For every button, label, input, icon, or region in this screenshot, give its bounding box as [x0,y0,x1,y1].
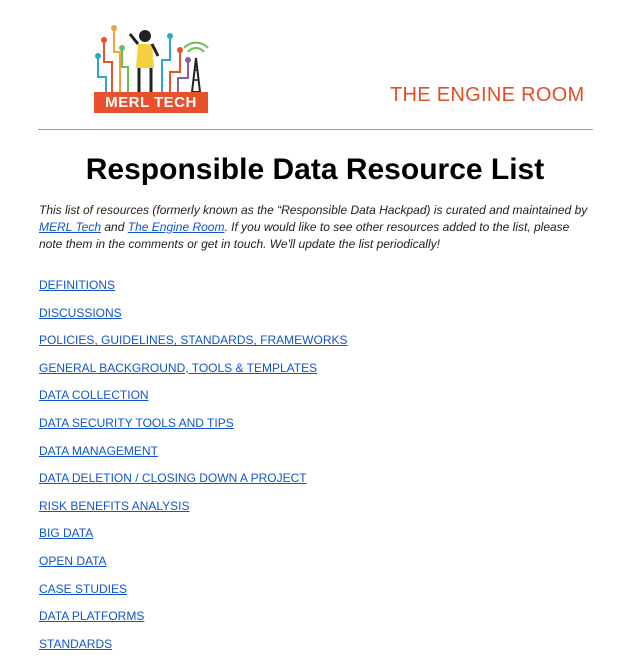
toc-link-data-deletion[interactable]: DATA DELETION / CLOSING DOWN A PROJECT [39,471,307,486]
intro-text-3: . If you would like to see other resources added to the list, please note them in the comments or get in touch. We'll update the list periodically! [39,220,570,251]
merl-tech-badge: MERL TECH [94,92,208,113]
toc-link-standards[interactable]: STANDARDS [39,636,113,651]
toc-item [39,635,348,663]
toc-link-data-security[interactable]: DATA SECURITY TOOLS AND TIPS [39,415,234,430]
toc-link-open-data[interactable]: OPEN DATA [39,553,107,568]
toc-link-data-platforms[interactable]: DATA PLATFORMS [39,609,145,624]
engine-room-link[interactable]: The Engine Room [127,220,225,234]
merl-tech-link[interactable]: MERL Tech [39,220,102,234]
toc-link-data-management[interactable]: DATA MANAGEMENT [39,443,158,458]
intro-paragraph [39,202,595,253]
toc-link-big-data[interactable]: BIG DATA [39,526,94,541]
table-of-contents [39,276,348,662]
toc-item [39,469,348,497]
page-title: Responsible Data Resource List [85,153,545,186]
engine-room-logo[interactable]: THE ENGINE ROOM [390,84,585,106]
toc-item [39,359,348,387]
toc-link-general-background[interactable]: GENERAL BACKGROUND, TOOLS & TEMPLATES [39,360,318,375]
intro-text-1: This list of resources (formerly known as the “Responsible Data Hackpad) is curated and maintained by [39,203,588,217]
toc-link-data-collection[interactable]: DATA COLLECTION [39,388,149,403]
toc-link-policies[interactable]: POLICIES, GUIDELINES, STANDARDS, FRAMEWORKS [39,333,348,348]
toc-item [39,331,348,359]
toc-item [39,524,348,552]
header-divider [38,129,593,130]
toc-link-definitions[interactable]: DEFINITIONS [39,278,116,292]
toc-item [39,580,348,608]
toc-item [39,414,348,442]
merl-tech-illustration-icon [92,22,210,94]
toc-link-case-studies[interactable]: CASE STUDIES [39,581,128,596]
toc-link-discussions[interactable]: DISCUSSIONS [39,305,122,320]
page-header [0,0,630,128]
toc-item [39,497,348,525]
toc-item [39,607,348,635]
intro-text-2: and [101,220,128,234]
toc-link-risk-benefits[interactable]: RISK BENEFITS ANALYSIS [39,498,190,513]
merl-tech-logo[interactable] [92,22,210,114]
toc-item [39,442,348,470]
toc-item [39,552,348,580]
toc-item [39,386,348,414]
toc-item [39,276,348,304]
toc-item [39,304,348,332]
